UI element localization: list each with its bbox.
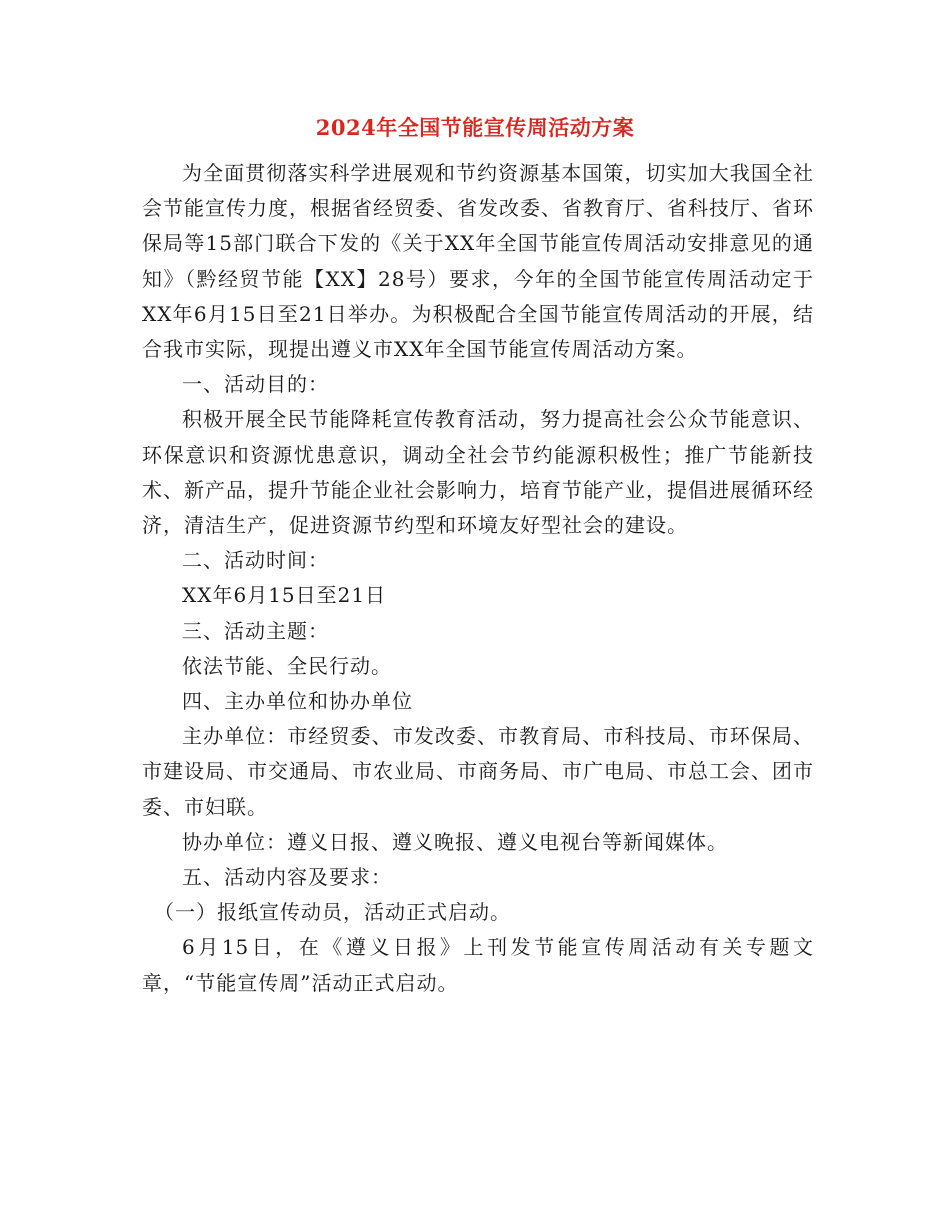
- co-organizers-paragraph: 协办单位：遵义日报、遵义晚报、遵义电视台等新闻媒体。: [182, 829, 728, 854]
- section-heading-purpose: 一、活动目的：: [182, 372, 329, 397]
- purpose-paragraph: 积极开展全民节能降耗宣传教育活动，努力提高社会公众节能意识、环保意识和资源忧患意识，调动全社会节约能源积极性；推广节能新技术、新产品，提升节能企业社会影响力，培育节能产业，提倡进展循环经济，清洁生产，促进资源节约型和环境友好型社会的建设。: [142, 407, 814, 538]
- section-heading-theme: 三、活动主题：: [182, 618, 329, 643]
- document-title: 2024年全国节能宣传周活动方案: [315, 115, 635, 140]
- section-heading-time: 二、活动时间：: [182, 548, 329, 573]
- newspaper-paragraph: 6月15日，在《遵义日报》上刊发节能宣传周活动有关专题文章，“节能宣传周”活动正式启动。: [142, 935, 814, 995]
- section-heading-content: 五、活动内容及要求：: [182, 865, 392, 890]
- theme-paragraph: 依法节能、全民行动。: [182, 653, 392, 678]
- document-body: [142, 156, 814, 1001]
- time-paragraph: XX年6月15日至21日: [182, 583, 387, 608]
- subsection-heading-newspaper: （一）报纸宣传动员，活动正式启动。: [154, 900, 511, 925]
- organizers-paragraph: 主办单位：市经贸委、市发改委、市教育局、市科技局、市环保局、市建设局、市交通局、市农业局、市商务局、市广电局、市总工会、团市委、市妇联。: [142, 724, 814, 819]
- section-heading-organizers: 四、主办单位和协办单位: [182, 689, 413, 714]
- intro-paragraph: 为全面贯彻落实科学进展观和节约资源基本国策，切实加大我国全社会节能宣传力度，根据省经贸委、省发改委、省教育厅、省科技厅、省环保局等15部门联合下发的《关于XX年全国节能宣传周活动安排意见的通知》（黔经贸节能【XX】28号）要求，今年的全国节能宣传周活动定于XX年6月15日至21日举办。为积极配合全国节能宣传周活动的开展，结合我市实际，现提出遵义市XX年全国节能宣传周活动方案。: [142, 161, 814, 362]
